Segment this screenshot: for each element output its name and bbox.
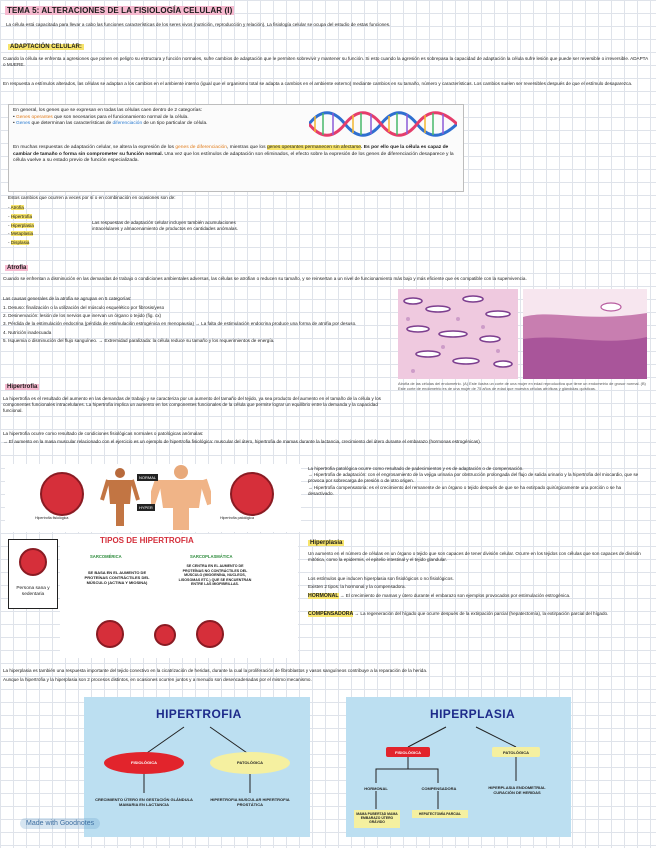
box-p2-genes-diferenciacion: genes de diferenciación — [175, 145, 227, 150]
list-side-note-2: intracelulares y almacenamiento de productos en cantidades anómalas. — [92, 226, 239, 232]
hiperplasia-paragraph-1: Un aumento en el número de células en un órgano o tejido que son capaces de tener división celular. Ocurre en los tejidos con células que son capaces de división mitótica, como la epidermis, el epitelio intestinal y el tejido glandular. — [308, 551, 641, 563]
cause-item-2: 2. Desinervación: lesión de los nervios que inervan un órgano o tejido (fig. cx) — [3, 313, 162, 319]
sarcoplasmatica-fiber-circle — [196, 620, 224, 648]
section-heading-adaptacion: ADAPTACIÓN CELULAR: — [10, 44, 82, 50]
label-pathological-hypertrophy: Hipertrofia patológica — [220, 516, 254, 520]
tipo-sarcomerica-desc: SE BASA EN EL AUMENTO DE PROTEÍNAS CONTRÁCTILES DEL MÚSCULO (ACTINA Y MIOSINA) — [84, 570, 150, 585]
box-p2-c: , mientras que los — [226, 145, 267, 150]
list-item-hipertrofia: Hipertrofia — [10, 213, 33, 219]
hipertrofia-paragraph-2: La hipertrofia ocurre como resultado de condiciones fisiológicas normales o patológicas anómalas: — [3, 431, 204, 436]
box-p2-genes-operantes: genes operantes permanecen sin afectarse — [266, 145, 362, 150]
cause-item-4: 4. Nutrición inadecuada — [3, 329, 52, 335]
cause-item-1: 1. Desuso: finalización o la utilización del músculo esquelético por fibrosis/yeso — [3, 305, 165, 310]
normal-fiber-circle — [40, 472, 84, 516]
section-heading-atrofia: Atrofia — [7, 265, 27, 271]
atrofia-paragraph: Cuando se enfrentan a disminución en las demandas de trabajo o condiciones ambientales adversas, las células se atrofian o reducen su tamaño, y se reinsertan a un nivel de funcionamiento más bajo y más eficiente que es compatible con la supervivencia. — [3, 276, 527, 281]
section-heading-hiperplasia: Hiperplasia — [310, 540, 343, 546]
badge-hyper: HYPER — [139, 505, 153, 510]
cause-item-5: 5. Isquemia o disminución del flujo sanguíneo. → Extremidad paralizada: la célula reduce su tamaño y los requerimientos de energía. — [3, 337, 275, 343]
node-h-fisiologica-label: FISIOLÓGICA — [395, 750, 421, 755]
histology-image-a — [398, 289, 518, 379]
box-p2-e: . Es por ello que la célula es capaz de cambiar de tamaño o forma sin comprometer su función normal. — [13, 145, 449, 157]
list-item-atrofia: Atrofia — [10, 205, 24, 210]
node-fisiologica-label: FISIOLÓGICA — [131, 760, 157, 765]
sedentary-person-label: Persona sana y sedentaria — [16, 586, 50, 597]
hiperplasia-paragraph-2: Los estímulos que inducen hiperplasia son fisiológicos o no fisiológicos. — [308, 576, 454, 581]
tipo-sarcoplasmatica-desc: SE CENTRA EN EL AUMENTO DE PROTEÍNAS NO CONTRÁCTILES DEL MÚSCULO (MIOGENÍNA, NUCLEOS, LISOSOMAS ETC.) QUE SE ENCUENTRAN ENTRE LAS MIOFIBRILLAS. — [178, 564, 252, 587]
label-physiological-hypertrophy: Hipertrofia fisiológica — [35, 516, 69, 520]
hormonal-text: → El crecimiento de mamas y útero durante el embarazo son ejemplos provocados por estimulación estrogénica. — [338, 593, 571, 598]
genes-info-box: En general, los genes que se expresan en todas las células caen dentro de 2 categorías: • Genes operantes que son necesarios para el funcionamiento normal de la célula. • Genes que determinan las características de diferenciación de un tipo particular de célula. En muchas respuestas de adaptación celular, se altera la expresión de los genes de diferenciación, mientras que los genes operantes permanecen sin afectarse. Es por ello que la célula es capaz de cambiar de tamaño o forma sin comprometer su función normal. Una vez que los estímulos de adaptación son eliminados, el efecto sobre la expresión de los genes de diferenciación desaparece y la célula vuelve a su estado previo de función especializada. — [8, 104, 464, 192]
tipos-hipertrofia-infographic — [60, 534, 298, 658]
goodnotes-watermark: Made with Goodnotes — [20, 818, 100, 829]
leaf-fisiologica: CRECIMIENTO ÚTERO EN GESTACIÓN GLÁNDULA MAMARIA EN LACTANCIA — [95, 797, 193, 807]
box-bullet-2-end: de un tipo particular de célula. — [142, 121, 208, 126]
tipo-sarcoplasmatica-name: SARCOPLASMÁTICA — [190, 554, 233, 559]
diagram-hiperplasia-title: HIPERPLASIA — [430, 707, 516, 721]
hipertrofia-patologica-text: La hipertrofia patológica ocurre como resultado de padecimientos y es de adaptación o de compensación. — [308, 466, 524, 471]
node-compensadora: COMPENSADORA — [421, 786, 457, 791]
hipertrofia-paragraph-1: La hipertrofia es el resultado del aumento en las demandas de trabajo y se caracteriza por un aumento del tamaño del tejido, ya sea producto del aumento en el tamaño de la célula y los componentes funcionales intracelulares. La hipertrofia implica un aumento en los componentes funcionales de la célula que permite lograr un equilibrio entre la demanda y la capacidad funcional. — [3, 396, 381, 414]
list-item-displasia: Displasia — [10, 240, 30, 246]
sarcomerica-fiber-circle — [96, 620, 124, 648]
dna-helix-image — [309, 109, 457, 139]
histology-figure — [398, 289, 647, 379]
box-intro: En general, los genes que se expresan en todas las células caen dentro de 2 categorías: — [13, 108, 203, 113]
box-term-genes: Genes — [16, 121, 31, 126]
histology-caption: Atrofia de las células del endometrio. (A) Este ilustra un corte de una mujer en edad reproductiva que tiene un endometrio de grosor normal. (B) Este corte de endometrio es de una mujer de 75 años de edad que muestra células atróficas y glándulas quísticas. — [398, 381, 646, 391]
hipertrofia-compensatoria-text: → Hipertrofia compensatoria: es el crecimiento del remanente de un órgano o tejido después de que se ha extirpado quirúrgicamente una porción o se ha desactivado. — [308, 484, 622, 496]
node-hormonal: HORMONAL — [364, 786, 388, 791]
box-bullet-2-mid: que determinan las características de — [30, 121, 113, 126]
page-title: TEMA 5: ALTERACIONES DE LA FISIOLOGÍA CELULAR (I) — [7, 6, 233, 15]
node-h-patologica-label: PATOLÓGICA — [503, 750, 529, 755]
box-term-diferenciacion: diferenciación — [112, 121, 143, 126]
box-term-genes-operantes: Genes operantes — [16, 114, 53, 120]
hipertrofia-paragraph-3: → El aumento en la masa muscular relacionado con el ejercicio es un ejemplo de hipertrofia fisiológica: muscular del útero, hipertrofia de mamas durante la lactancia, crecimiento del útero durante el embarazo (hormonas estrogénicas). — [3, 439, 481, 444]
final-paragraph-1: La hiperplasia es también una respuesta importante del tejido conectivo en la cicatrización de heridas, durante la cual la proliferación de fibroblastos y vasos sanguíneos contribuye a la reparación de la herida. — [3, 668, 428, 673]
hyper-fiber-circle — [230, 472, 274, 516]
leaf-h-patologica: HIPERPLASIA ENDOMETRIAL CURACIÓN DE HERIDAS — [488, 785, 546, 795]
list-item-metaplasia: Metaplasia — [10, 231, 34, 237]
leaf-compensadora: HEPATECTOMÍA PARCIAL — [418, 812, 462, 816]
hyper-body-icon — [151, 464, 211, 530]
hipertrofia-right-text — [308, 466, 648, 497]
list-side-note-1: Las respuestas de adaptación celular incluyen también acumulaciones — [92, 220, 236, 225]
list-item-hiperplasia: Hiperplasia — [10, 222, 34, 228]
term-compensadora: COMPENSADORA — [308, 611, 354, 617]
final-paragraph-2: Aunque la hipertrofia y la hiperplasia son 2 procesos distintos, en ocasiones ocurren juntos y a menudo son desencadenadas por el mismo mecanismo. — [3, 677, 312, 682]
adaptation-list: - Atrofia - Hipertrofia - Hiperplasia - Metaplasia - Displasia — [8, 205, 34, 246]
leaf-patologica: HIPERTROFIA MUSCULAR HIPERTROFIA PROSTÁTICA — [210, 797, 290, 807]
atrofia-causes-list — [3, 305, 393, 344]
diagram-hiperplasia — [346, 697, 571, 837]
atrofia-causes-intro: Las causas generales de la atrofia se agrupan en 5 categorías: — [3, 296, 132, 301]
hiperplasia-paragraph-3: Existen 2 tipos: la hormonal y la compensadora. — [308, 584, 406, 589]
adaptacion-paragraph-1: Cuando la célula se enfrenta a agresiones que ponen en peligro su estructura y función normales, sufre cambios de adaptación que le permiten sobrevivir y mantener su función. Si esto cuando la agresión es sobrepasa la capacidad de adaptación la célula sufre lesión que puede ser reversible o irreversible. ADAPTA o MUERE. — [3, 56, 648, 68]
sedentary-person-card — [8, 539, 58, 609]
box-bullet-1-text: que son necesarios para el funcionamiento normal de la célula. — [52, 114, 189, 120]
section-heading-hipertrofia: Hipertrofia — [7, 384, 38, 390]
box-p2-f: Una vez que los estímulos de adaptación son eliminados, el efecto sobre la expresión de los genes de diferenciación desaparece y la célula vuelve a su estado previo de función especializada. — [13, 151, 454, 164]
hipertrofia-adaptacion-text: → Hipertrofia de adaptación: con el engrosamiento de la vejiga urinaria por obstrucción prolongada del flujo de salida urinario y la hipertrofia del miocardio, que se provoca por sobrecarga de presión o de otro origen. — [308, 472, 639, 484]
badge-normal: NORMAL — [139, 475, 157, 480]
normal-body-icon — [100, 466, 140, 528]
intro-text: La célula está capacitada para llevar a cabo las funciones características de los seres vivos (nutrición, reproducción y relación). La fisiología celular se ocupa del estudio de estas funciones. — [6, 22, 391, 27]
leaf-hormonal: MAMA PUBERTAD MAMA EMBARAZO ÚTERO GRÁVIDO — [356, 812, 398, 824]
diagram-hipertrofia-title: HIPERTROFIA — [156, 707, 242, 721]
tipos-title: TIPOS DE HIPERTROFIA — [100, 536, 194, 545]
term-hormonal: HORMONAL — [308, 593, 339, 599]
adaptacion-paragraph-2: En respuesta a estímulos alterados, las células se adaptan a los cambios en el ambiente interno (igual que el organismo total se adapta a cambios en el ambiente externo) mediante cambios en su tamaño, número y características. Los cambios suelen ser reversibles después de que el estímulo desaparezca. — [3, 81, 633, 86]
diagram-hipertrofia — [84, 697, 310, 837]
cause-item-3: 3. Pérdida de la estimulación endocrina (pérdida de estimulación estrogénica en menopausia) → La falta de estimulación endocrina produce una forma de atrofia por desuso. — [3, 321, 357, 327]
tipo-sarcomerica-name: SARCOMÉRICA — [90, 554, 122, 559]
muscle-hypertrophy-image — [5, 464, 301, 532]
histology-image-b — [523, 289, 647, 379]
list-intro: Estos cambios que ocurren a veces por sí o en combinación en ocasiones son de: — [8, 195, 176, 200]
mid-fiber-circle — [154, 624, 176, 646]
compensadora-text: → La regeneración del hígado que ocurre después de la extirpación parcial (hepatectomía), la extirpación parcial del hígado. — [353, 611, 609, 616]
sedentary-fiber-circle — [19, 548, 47, 576]
box-p2-a: En muchas respuestas de adaptación celular, se altera la expresión de los — [13, 145, 176, 150]
node-patologica-label: PATOLÓGICA — [237, 760, 263, 765]
